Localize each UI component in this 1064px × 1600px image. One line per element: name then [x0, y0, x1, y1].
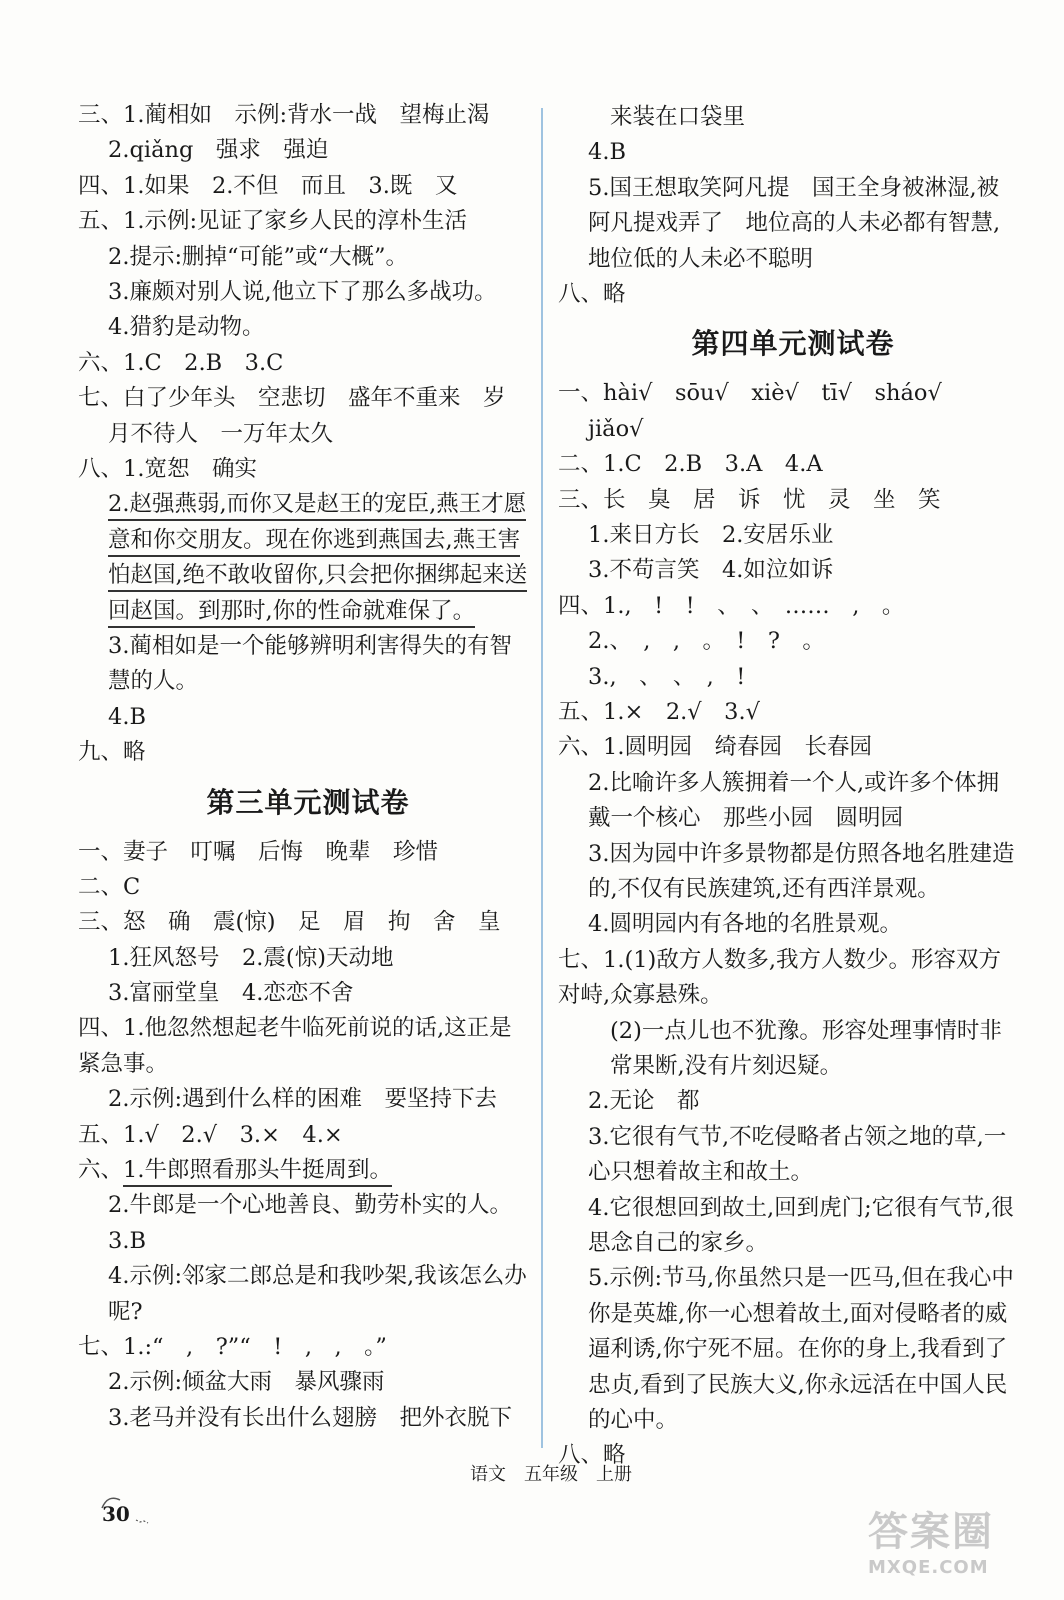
- answer-line: 4.猎豹是动物。: [108, 314, 265, 341]
- section-prefix: 六、: [78, 1157, 124, 1184]
- answer-line: 3., 、 、 , !: [588, 663, 746, 690]
- page-number: 30: [102, 1502, 130, 1526]
- answer-line: 二、C: [78, 873, 141, 900]
- column-divider: [541, 108, 543, 1448]
- answer-line: 一、hài√ sōu√ xiè√ tī√ sháo√: [558, 380, 942, 407]
- answer-line: 2.qiǎng 强求 强迫: [108, 137, 329, 164]
- answer-line: 九、略: [78, 739, 146, 766]
- answer-paragraph: 四、1.他忽然想起老牛临死前说的话,这正是紧急事。: [78, 1015, 512, 1077]
- answer-line: [78, 1153, 538, 1188]
- answer-line: 2.、 , , 。 ! ? 。: [588, 628, 825, 655]
- answer-line: 二、1.C 2.B 3.A 4.A: [558, 451, 823, 478]
- answer-line: 2.示例:遇到什么样的困难 要坚持下去: [108, 1086, 498, 1113]
- answer-line: 四、1.如果 2.不但 而且 3.既 又: [78, 172, 458, 199]
- unit3-title: 第三单元测试卷: [206, 785, 410, 819]
- answer-line: 七、白了少年头 空悲切 盛年不重来 岁: [78, 385, 506, 412]
- answer-line: 六、1.C 2.B 3.C: [78, 349, 284, 376]
- answer-line: 三、怒 确 震(惊) 足 眉 拘 舍 皇: [78, 909, 501, 936]
- answer-line: 月不待人 一万年太久: [108, 420, 334, 447]
- answer-paragraph: 5.国王想取笑阿凡提 国王全身被淋湿,被阿凡提戏弄了 地位高的人未必都有智慧,地位低的人未必不聪明: [588, 174, 1001, 272]
- answer-paragraph: (2)一点儿也不犹豫。形容处理事情时非常果断,没有片刻迟疑。: [610, 1017, 1002, 1079]
- answer-line: 三、1.蔺相如 示例:背水一战 望梅止渴: [78, 102, 490, 128]
- answer-line: 一、妻子 叮嘱 后悔 晚辈 珍惜: [78, 838, 439, 865]
- answer-paragraph: 七、1.(1)敌方人数多,我方人数少。形容双方对峙,众寡悬殊。: [558, 946, 1001, 1009]
- right-column: [558, 100, 1028, 1474]
- answer-paragraph: 3.因为园中许多景物都是仿照各地名胜建造的,不仅有民族建筑,还有西洋景观。: [588, 840, 1015, 902]
- answer-line: 六、1.圆明园 绮春园 长春园: [558, 734, 872, 761]
- left-column: [78, 98, 538, 1436]
- answer-line: jiǎo√: [588, 415, 644, 442]
- answer-line: 1.狂风怒号 2.震(惊)天动地: [108, 944, 394, 971]
- answer-line: 八、略: [558, 1442, 626, 1469]
- answer-line: 3.不苟言笑 4.如泣如诉: [588, 557, 834, 584]
- answer-line: 4.B: [108, 703, 147, 730]
- footer-subject: 语文 五年级 上册: [470, 1464, 632, 1485]
- watermark-url: MXQE.COM: [868, 1557, 989, 1578]
- answer-line: 五、1.√ 2.√ 3.× 4.×: [78, 1121, 343, 1148]
- answer-line: 1.来日方长 2.安居乐业: [588, 521, 834, 548]
- answer-paragraph: 2.比喻许多人簇拥着一个人,或许多个体拥戴一个核心 那些小园 圆明园: [588, 769, 1000, 832]
- underlined-answer: 2.赵强燕弱,而你又是赵王的宠臣,燕王才愿意和你交朋友。现在你逃到燕国去,燕王害怕赵国,绝不敢收留你,只会把你捆绑起来送回赵国。到那时,你的性命就难保了。: [108, 491, 527, 627]
- answer-paragraph: 3.蔺相如是一个能够辨明利害得失的有智慧的人。: [108, 632, 512, 695]
- answer-line: 3.老马并没有长出什么翅膀 把外衣脱下: [108, 1404, 512, 1431]
- answer-paragraph: 4.示例:邻家二郎总是和我吵架,我该怎么办呢?: [108, 1263, 527, 1325]
- answer-line: 3.富丽堂皇 4.恋恋不舍: [108, 980, 354, 1007]
- watermark-logo: 答案圈: [868, 1509, 994, 1555]
- answer-line: 2.牛郎是一个心地善良、勤劳朴实的人。: [108, 1192, 512, 1219]
- answer-line: 五、1.× 2.√ 3.√: [558, 698, 760, 725]
- answer-paragraph: 3.它很有气节,不吃侵略者占领之地的草,一心只想着故主和故土。: [588, 1123, 1007, 1186]
- answer-line: 八、1.宽恕 确实: [78, 455, 257, 482]
- answer-paragraph: [78, 487, 528, 629]
- answer-line: 五、1.示例:见证了家乡人民的淳朴生活: [78, 208, 468, 235]
- answer-line: 4.圆明园内有各地的名胜景观。: [588, 911, 902, 938]
- answer-paragraph: 5.示例:节马,你虽然只是一匹马,但在我心中你是英雄,你一心想着故土,面对侵略者的威逼利诱,你宁死不屈。在你的身上,我看到了忠贞,看到了民族大义,你永远活在中国人民的心中。: [588, 1265, 1014, 1433]
- unit4-title: 第四单元测试卷: [691, 327, 895, 361]
- answer-line: 三、长 臭 居 诉 忧 灵 坐 笑: [558, 486, 941, 513]
- answer-paragraph: 4.它很想回到故土,回到虎门;它很有气节,很思念自己的家乡。: [588, 1194, 1014, 1256]
- underlined-answer: 1.牛郎照看那头牛挺周到。: [123, 1157, 392, 1187]
- answer-line: 来装在口袋里: [610, 104, 746, 130]
- answer-line: 八、略: [558, 281, 626, 307]
- answer-line: 2.无论 都: [588, 1088, 700, 1115]
- answer-line: 2.示例:倾盆大雨 暴风骤雨: [108, 1369, 385, 1396]
- answer-line: 3.B: [108, 1227, 147, 1254]
- answer-line: 七、1.:“ , ?”“ ! , , 。”: [78, 1334, 387, 1361]
- answer-line: 2.提示:删掉“可能”或“大概”。: [108, 243, 409, 270]
- answer-line: 四、1., ! ! 、 、 …… , 。: [558, 592, 905, 619]
- watermark: [868, 1500, 1028, 1580]
- answer-line: 4.B: [588, 139, 627, 166]
- answer-line: 3.廉颇对别人说,他立下了那么多战功。: [108, 278, 497, 305]
